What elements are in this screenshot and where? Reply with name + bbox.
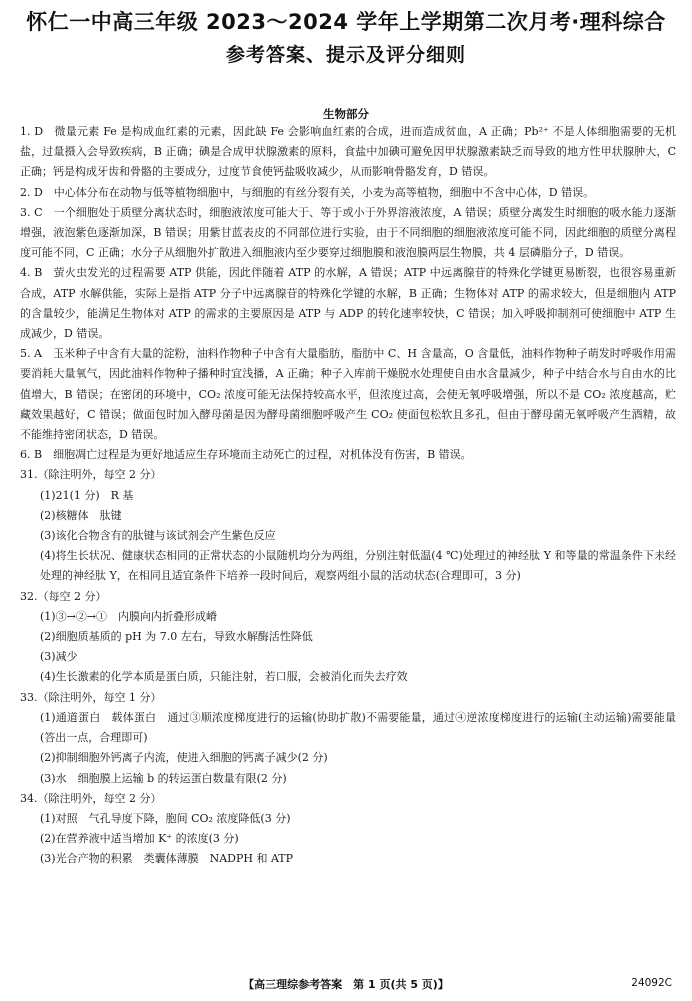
page-subtitle: 参考答案、提示及评分细则 bbox=[225, 44, 466, 66]
answer-6: 6. B 细胞凋亡过程是为更好地适应生存环境而主动死亡的过程，对机体没有伤害，B 错误。 bbox=[20, 448, 472, 462]
section-title-biology: 生物部分 bbox=[323, 107, 369, 121]
question-32-item-3: (3)减少 bbox=[40, 650, 78, 664]
question-34-item-1: (1)对照 气孔导度下降，胞间 CO₂ 浓度降低(3 分) bbox=[40, 811, 291, 825]
question-34-item-3: (3)光合产物的积累 类囊体薄膜 NADPH 和 ATP bbox=[40, 852, 294, 866]
document-code: 24092C bbox=[631, 977, 672, 989]
question-31-item-2: (2)核糖体 肽键 bbox=[40, 508, 122, 522]
question-32-head: 32.（每空 2 分） bbox=[20, 589, 107, 603]
question-31-item-1: (1)21(1 分) R 基 bbox=[40, 488, 134, 502]
question-31-head: 31.（除注明外，每空 2 分） bbox=[20, 468, 162, 482]
answer-2: 2. D 中心体分布在动物与低等植物细胞中，与细胞的有丝分裂有关，小麦为高等植物，细胞中不含中心体，D 错误。 bbox=[20, 185, 595, 199]
question-33-item-3: (3)水 细胞膜上运输 b 的转运蛋白数量有限(2 分) bbox=[40, 771, 287, 785]
answer-3: 3. C 一个细胞处于质壁分离状态时，细胞液浓度可能大于、等于或小于外界溶液浓度，A 错误；质壁分离发生时细胞的吸水能力逐渐增强，液泡紫色逐渐加深，B 错误；用紫甘蓝表皮的不同部位进行实验，由于不同细胞的细胞液浓度可能不同，因此细胞的质壁分离程度可能不同，C 正确；水分子从细胞外扩散进入细胞液内至少要穿过细胞膜和液泡膜两层生物膜，共 4 层磷脂分子，D 错误。 bbox=[20, 205, 676, 260]
question-32-item-4: (4)生长激素的化学本质是蛋白质，只能注射，若口服，会被消化而失去疗效 bbox=[40, 670, 408, 684]
question-33-item-1: (1)通道蛋白 载体蛋白 通过③顺浓度梯度进行的运输(协助扩散)不需要能量，通过④逆浓度梯度进行的运输(主动运输)需要能量(答出一点，合理即可) bbox=[40, 710, 676, 745]
question-31-item-4: (4)将生长状况、健康状态相同的正常状态的小鼠随机均分为两组，分别注射低温(4 ℃)处理过的神经肽 Y 和等量的常温条件下未经处理的神经肽 Y，在相同且适宜条件下培养一段时间后，观察两组小鼠的活动状态(合理即可，3 分) bbox=[40, 549, 676, 583]
question-32-item-2: (2)细胞质基质的 pH 为 7.0 左右，导致水解酶活性降低 bbox=[40, 630, 313, 644]
answer-1: 1. D 微量元素 Fe 是构成血红素的元素，因此缺 Fe 会影响血红素的合成，进而造成贫血，A 正确；Pb²⁺ 不是人体细胞需要的无机盐，过量摄入会导致疾病，B 正确；碘是合成甲状腺激素的原料，食盐中加碘可避免因甲状腺激素缺乏而导致的地方性甲状腺肿大，C 正确；钙是构成牙齿和骨骼的主要成分，过度节食使钙盐吸收减少，从而影响骨骼发育，D 错误。 bbox=[20, 125, 676, 179]
question-32-item-1: (1)③→②→① 内膜向内折叠形成嵴 bbox=[40, 609, 218, 623]
answer-4: 4. B 萤火虫发光的过程需要 ATP 供能，因此伴随着 ATP 的水解，A 错误；ATP 中远离腺苷的特殊化学键更易断裂，也很容易重新合成，ATP 水解供能，实际上是指 ATP 分子中远离腺苷的特殊化学键的水解，B 正确；生物体对 ATP 的需求较大，但是细胞内 ATP 的含量较少，能满足生物体对 ATP 的需求的主要原因是 ATP 与 ADP 的转化速率较快，C 错误；加入呼吸抑制剂可使细胞中 ATP 生成减少，D 错误。 bbox=[20, 266, 676, 341]
question-34-item-2: (2)在营养液中适当增加 K⁺ 的浓度(3 分) bbox=[40, 832, 239, 846]
page-footer: 【高三理综参考答案 第 1 页(共 5 页)】 bbox=[243, 978, 449, 991]
question-33-item-2: (2)抑制细胞外钙离子内流，使进入细胞的钙离子减少(2 分) bbox=[40, 751, 328, 765]
question-34-head: 34.（除注明外，每空 2 分） bbox=[20, 791, 162, 805]
question-33-head: 33.（除注明外，每空 1 分） bbox=[20, 690, 162, 704]
answer-content bbox=[20, 122, 676, 870]
question-31-item-3: (3)该化合物含有的肽键与该试剂会产生紫色反应 bbox=[40, 529, 276, 543]
answer-5: 5. A 玉米种子中含有大量的淀粉，油料作物种子中含有大量脂肪，脂肪中 C、H 含量高，O 含量低，油料作物种子萌发时呼吸作用需要消耗大量氧气，因此油料作物种子播种时宜浅播，A 正确；种子入库前干燥脱水处理使自由水含量减少，种子中结合水与自由水的比值增大，B 错误；在密闭的环境中，CO₂ 浓度可能无法保持较高水平，但浓度过高，会使无氧呼吸增强，所以不是 CO₂ 浓度越高，贮藏效果越好，C 错误；做面包时加入酵母菌是因为酵母菌细胞呼吸产生 CO₂ 使面包松软且多孔，但由于酵母菌无氧呼吸产生酒精，故不能维持密闭状态，D 错误。 bbox=[20, 347, 676, 442]
page-title: 怀仁一中高三年级 2023～2024 学年上学期第二次月考·理科综合 bbox=[26, 10, 666, 34]
